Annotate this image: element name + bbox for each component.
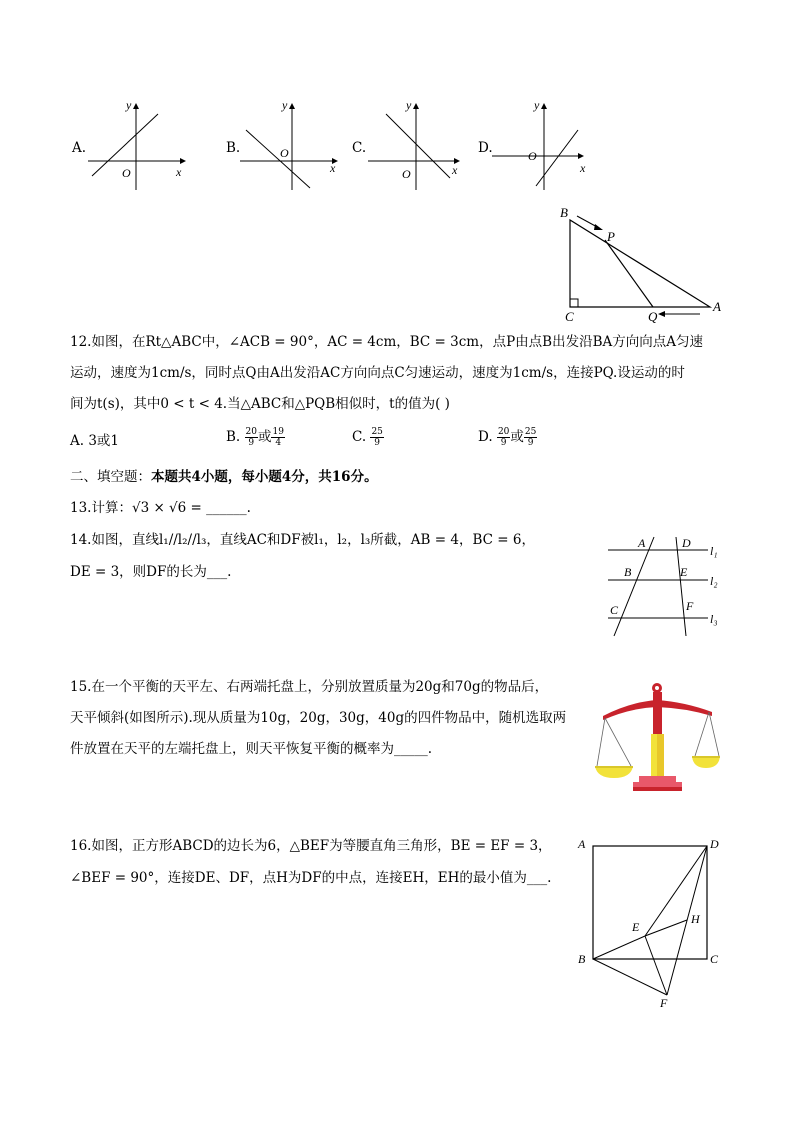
q14-parallel-lines-figure — [600, 532, 730, 640]
q14-label-l2: l₂ — [710, 574, 718, 588]
q14-label-d: D — [682, 536, 691, 550]
q12-option-d-fraction-2: $\frac{25}{9}$ — [524, 427, 537, 448]
q11-option-b-x-label: x — [330, 161, 336, 175]
section-2-prefix: 二、填空题： — [70, 469, 151, 485]
q14-label-b: B — [624, 565, 632, 579]
q14-line-2: DE = 3，则DF的长为___. — [70, 564, 232, 580]
q14-label-l1: l₁ — [710, 544, 718, 558]
q12-triangle-figure — [555, 203, 730, 323]
q12-label-c: C — [565, 309, 574, 323]
q14-label-f: F — [686, 599, 694, 613]
balance-scale-icon — [595, 680, 720, 800]
q12-option-a: A. 3或1 — [70, 433, 120, 449]
q16-label-f: F — [660, 996, 668, 1010]
q11-option-a-origin: O — [122, 166, 131, 180]
q14-label-e: E — [680, 565, 688, 579]
q11-option-a-graph — [88, 100, 188, 190]
q16-label-b: B — [578, 952, 586, 966]
q11-option-a-y-label: y — [126, 100, 132, 112]
q11-option-b-origin: O — [280, 146, 289, 160]
q12-option-d-prefix: D. — [478, 429, 493, 445]
q11-option-b-label: B. — [226, 140, 241, 156]
q12-option-b-prefix: B. — [226, 429, 241, 445]
q11-option-d-graph — [492, 100, 592, 190]
q11-option-c-origin: O — [402, 167, 411, 181]
q12-option-c — [352, 427, 384, 448]
q16-label-d: D — [710, 837, 719, 851]
q15-line-2: 天平倾斜(如图所示).现从质量为10g，20g，30g，40g的四件物品中，随机选取两 — [70, 710, 567, 726]
q11-option-d-x-label: x — [580, 161, 586, 175]
q11-option-d-label: D. — [478, 140, 493, 156]
q12-label-b: B — [560, 205, 568, 220]
q15-line-1: 15.在一个平衡的天平左、右两端托盘上，分别放置质量为20g和70g的物品后， — [70, 679, 549, 695]
q12-option-d-or: 或 — [510, 429, 524, 445]
q11-options — [70, 100, 600, 195]
q15-line-3: 件放置在天平的左端托盘上，则天平恢复平衡的概率为_____. — [70, 741, 433, 757]
section-2-body: 本题共4小题，每小题4分，共16分。 — [151, 469, 378, 485]
q12-option-d-fraction-1: $\frac{20}{9}$ — [497, 427, 510, 448]
q12-label-q: Q — [648, 309, 658, 323]
q16-label-a: A — [578, 837, 586, 851]
q12-label-a: A — [713, 299, 721, 314]
q12-option-b — [226, 427, 285, 448]
q11-option-c-x-label: x — [452, 163, 458, 177]
q11-option-d-y-label: y — [534, 100, 540, 112]
q14-label-l3: l₃ — [710, 612, 718, 626]
q11-option-c-label: C. — [352, 140, 367, 156]
q14-label-c: C — [610, 603, 619, 617]
q14-label-a: A — [638, 536, 646, 550]
q16-line-1: 16.如图，正方形ABCD的边长为6，△BEF为等腰直角三角形，BE = EF = 3， — [70, 838, 552, 854]
q16-label-c: C — [710, 952, 719, 966]
q14-line-1: 14.如图，直线l₁//l₂//l₃，直线AC和DF被l₁，l₂，l₃所截，AB = 4，BC = 6， — [70, 532, 535, 548]
q11-option-b-graph — [240, 100, 340, 190]
q16-square-figure — [572, 833, 732, 1013]
q12-option-d — [478, 427, 537, 448]
q12-line-1: 12.如图，在Rt△ABC中，∠ACB = 90°，AC = 4cm，BC = 3cm，点P由点B出发沿BA方向向点A匀速 — [70, 334, 704, 350]
q16-label-h: H — [691, 912, 700, 926]
q12-option-b-or: 或 — [257, 429, 272, 445]
q11-option-c-y-label: y — [406, 100, 412, 112]
section-2-header — [70, 467, 378, 487]
q11-option-b-y-label: y — [282, 100, 288, 112]
q11-option-c-graph — [368, 100, 468, 190]
q11-option-d-origin: O — [528, 149, 537, 163]
q12-option-c-prefix: C. — [352, 429, 367, 445]
q12-label-p: P — [607, 229, 615, 244]
q11-option-a-label: A. — [72, 140, 87, 156]
q12-line-2: 运动，速度为1cm/s，同时点Q由A出发沿AC方向向点C匀速运动，速度为1cm/s，连接PQ.设运动的时 — [70, 365, 685, 381]
q12-option-b-fraction-2: $\frac{19}{4}$ — [272, 427, 284, 448]
q11-option-a-x-label: x — [176, 165, 182, 179]
q12-line-3: 间为t(s)，其中0 < t < 4.当△ABC和△PQB相似时，t的值为( ) — [70, 396, 450, 412]
q16-line-2: ∠BEF = 90°，连接DE、DF，点H为DF的中点，连接EH，EH的最小值为___. — [70, 870, 552, 886]
q12-option-b-fraction-1: $\frac{20}{9}$ — [245, 427, 257, 448]
q12-option-c-fraction: $\frac{25}{9}$ — [371, 427, 383, 448]
q13-text: 13.计算：√3 × √6 = ______. — [70, 500, 251, 516]
q16-label-e: E — [632, 920, 640, 934]
